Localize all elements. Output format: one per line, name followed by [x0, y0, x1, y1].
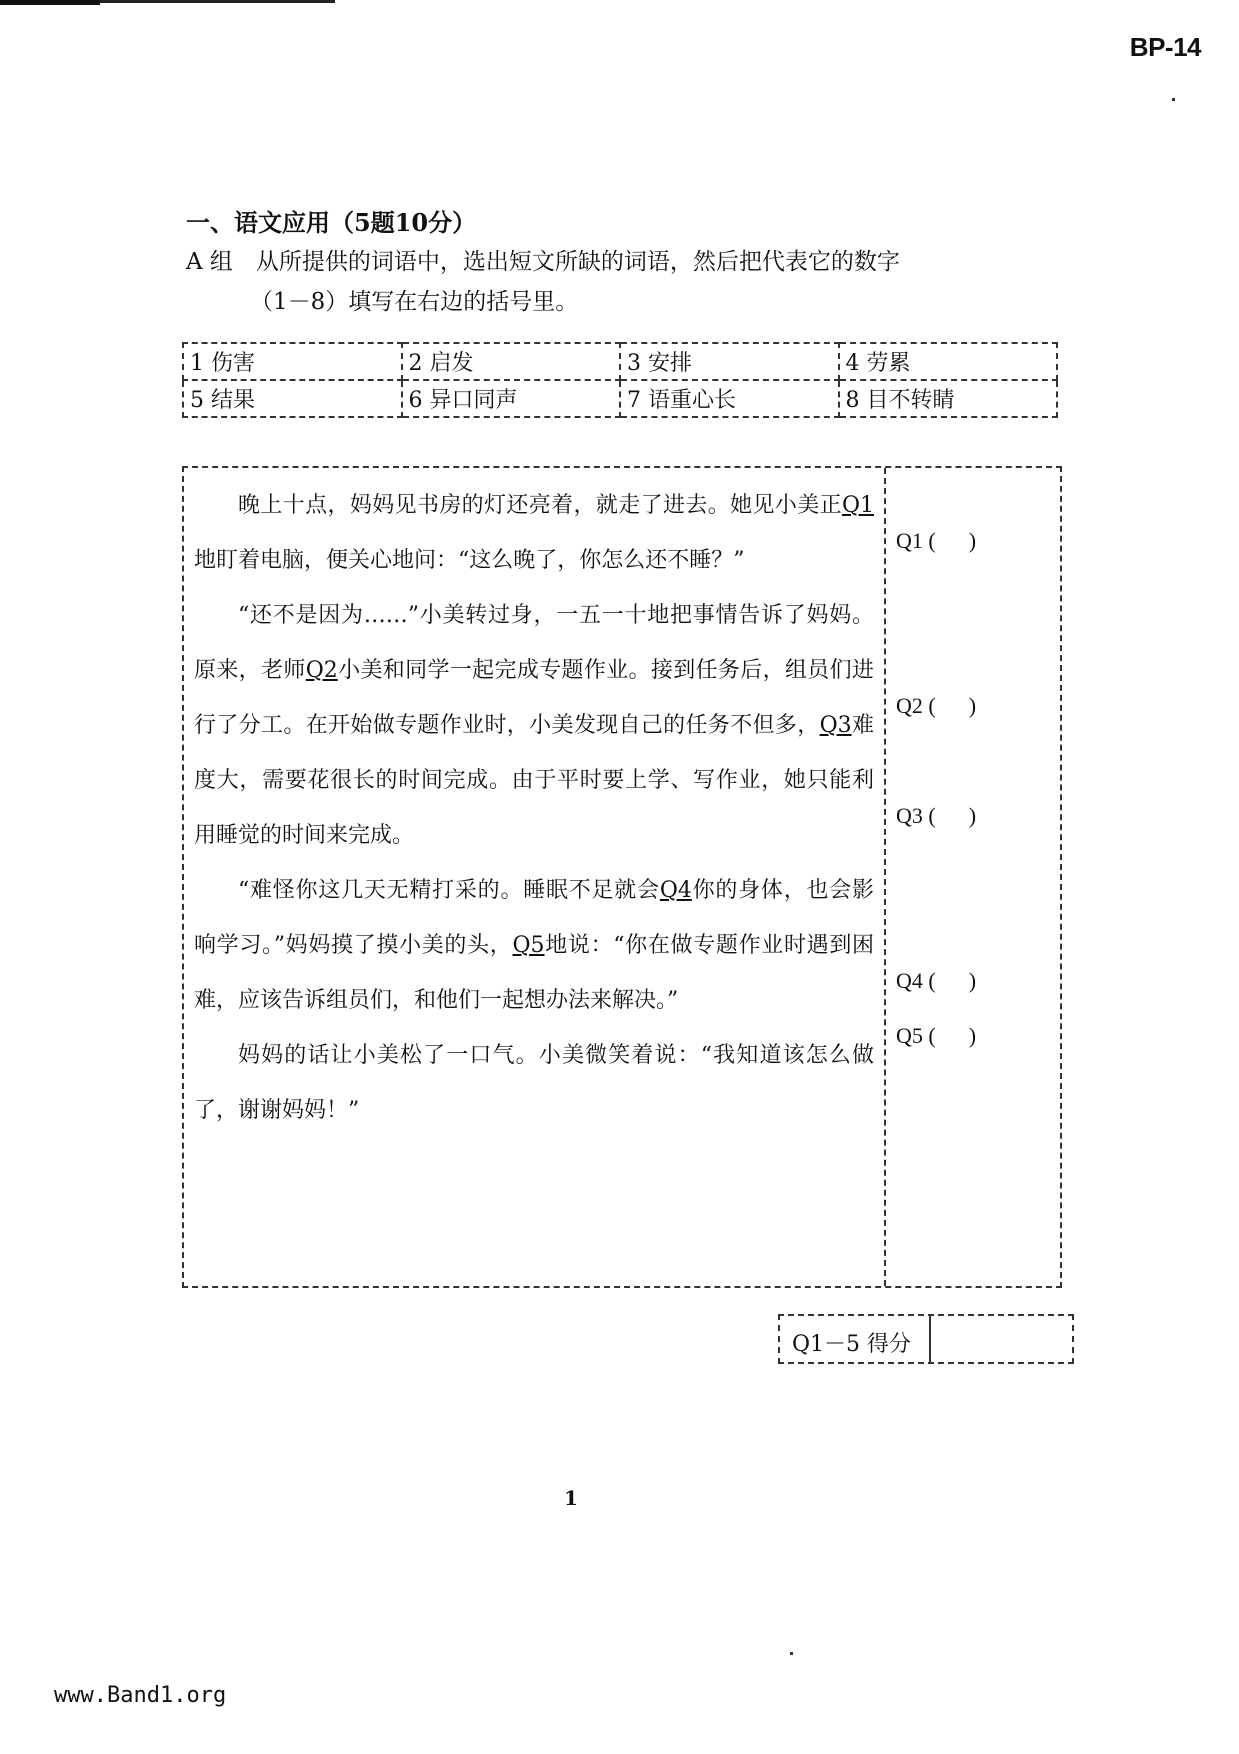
passage-text-run: 难度大，需要花很长的时间完成。由于平时要上学、写作业，她只能利用睡觉的时间来完成。: [194, 713, 874, 848]
passage-text: [194, 478, 874, 1138]
top-edge-line-thick: [0, 0, 100, 5]
passage-text-run: “难怪你这几天无精打采的。睡眠不足就会: [238, 878, 660, 903]
option-3: 3 安排: [620, 343, 839, 380]
passage-text-run: 小美和同学一起完成专题作业。接到任务后，组员们进行了分工。在开始做专题作业时，小美发现自己的任务不但多，: [194, 658, 874, 738]
answer-q5[interactable]: Q5 ( ): [896, 1023, 977, 1048]
passage-text-run: 晚上十点，妈妈见书房的灯还亮着，就走了进去。她见小美正: [238, 493, 842, 518]
scan-dot: [790, 1652, 793, 1655]
scan-dot: [1172, 98, 1175, 101]
passage-text-run: 地盯着电脑，便关心地问：“这么晚了，你怎么还不睡？”: [194, 548, 745, 573]
option-4: 4 劳累: [839, 343, 1058, 380]
option-2: 2 启发: [402, 343, 621, 380]
instruction-line-1: A 组 从所提供的词语中，选出短文所缺的词语，然后把代表它的数字: [186, 249, 900, 275]
page-number: 1: [564, 1486, 578, 1510]
passage-text-run: 地说：“你在做专题作业时遇到困难，应该告诉组员们，和他们一起想办法来解决。”: [194, 933, 875, 1013]
score-box: [778, 1314, 1074, 1364]
score-label: Q1－5 得分: [792, 1332, 912, 1357]
passage-text-run: “还不是因为……”小美转过身，一五一十地把事情告诉了妈妈。原来，老师: [194, 603, 874, 683]
option-1: 1 伤害: [183, 343, 402, 380]
page-code: BP-14: [1129, 32, 1201, 62]
answer-q3[interactable]: Q3 ( ): [896, 803, 977, 828]
answer-q4[interactable]: Q4 ( ): [896, 968, 977, 993]
passage-paragraph: [194, 588, 874, 863]
passage-divider: [884, 468, 886, 1286]
instruction-line-2: （1－8）填写在右边的括号里。: [250, 289, 579, 315]
blank-q1: Q1: [841, 493, 874, 518]
passage-text-run: 你的身体，也会影响学习。”妈妈摸了摸小美的头，: [194, 878, 874, 958]
section-title: 一、语文应用（5题10分）: [186, 208, 477, 237]
blank-q3: Q3: [819, 713, 852, 738]
passage-text-run: 妈妈的话让小美松了一口气。小美微笑着说：“我知道该怎么做了，谢谢妈妈！”: [194, 1043, 874, 1123]
blank-q4: Q4: [659, 878, 692, 903]
option-8: 8 目不转睛: [839, 380, 1058, 417]
answer-q1[interactable]: Q1 ( ): [896, 528, 977, 553]
passage-paragraph: [194, 1028, 874, 1138]
option-6: 6 异口同声: [402, 380, 621, 417]
blank-q2: Q2: [305, 658, 338, 683]
word-options-table: [182, 342, 1058, 418]
passage-box: [182, 466, 1062, 1288]
passage-paragraph: [194, 863, 874, 1028]
score-input[interactable]: [933, 1318, 1069, 1360]
passage-paragraph: [194, 478, 874, 588]
score-divider: [929, 1316, 931, 1362]
blank-q5: Q5: [512, 933, 545, 958]
answer-q2[interactable]: Q2 ( ): [896, 693, 977, 718]
option-7: 7 语重心长: [620, 380, 839, 417]
footer-url[interactable]: www.Band1.org: [54, 1683, 227, 1708]
option-5: 5 结果: [183, 380, 402, 417]
